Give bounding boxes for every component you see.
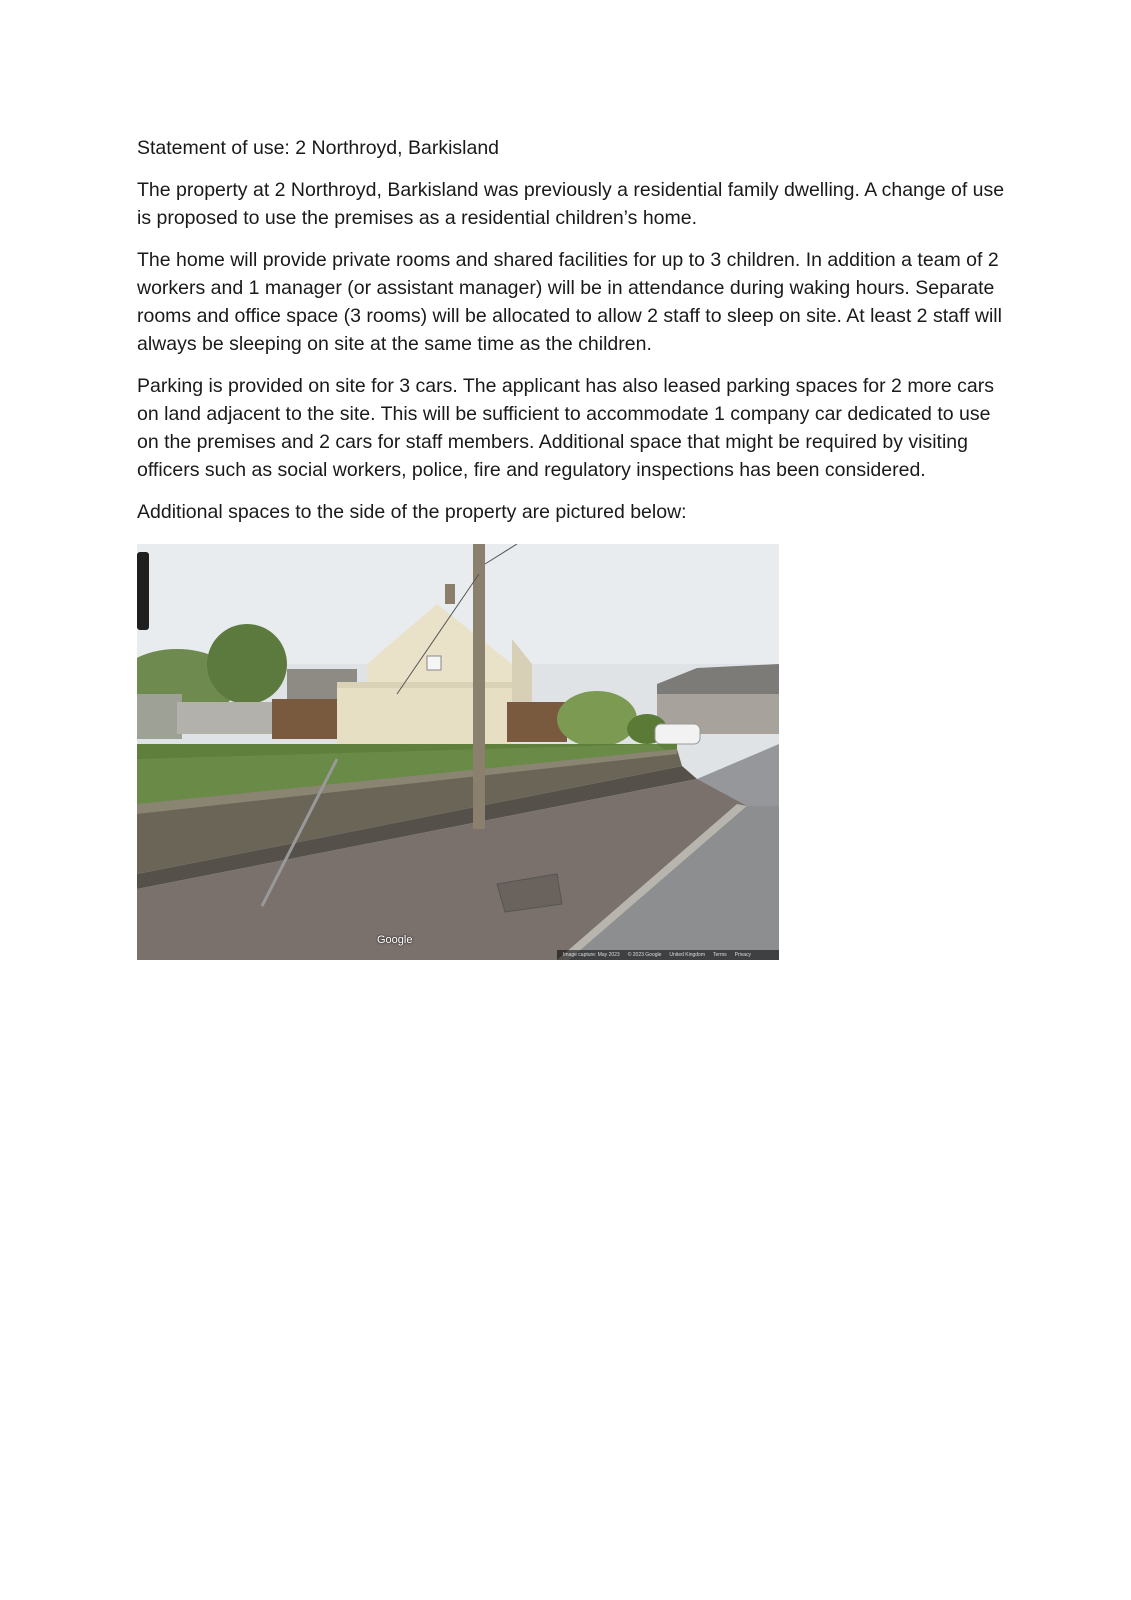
document-title: Statement of use: 2 Northroyd, Barkisland (137, 137, 500, 159)
street-scene-illustration (137, 544, 779, 960)
attribution-terms-link[interactable]: Terms (713, 952, 727, 958)
paragraph-staffing: The home will provide private rooms and shared facilities for up to 3 children. In addition a team of 2 workers and 1 manager (or assistant manager) will be in attendance during waking hours. Separate rooms and office space (3 rooms) will be allocated to allow 2 staff to sleep on site. At least 2 staff will always be sleeping on site at the same time as the children. (137, 249, 1002, 355)
attribution-privacy-link[interactable]: Privacy (734, 952, 752, 958)
attribution-region: United Kingdom (669, 952, 705, 958)
paragraph-change-of-use: The property at 2 Northroyd, Barkisland was previously a residential family dwelling. A change of use is proposed to use the premises as a residential children’s home. (137, 179, 1005, 229)
attribution-capture-date: Image capture: May 2023 (563, 952, 620, 958)
attribution-copyright: © 2023 Google (627, 952, 662, 958)
paragraph-parking: Parking is provided on site for 3 cars. The applicant has also leased parking spaces for 2 more cars on land adjacent to the site. This will be sufficient to accommodate 1 company car dedicated to use on the premises and 2 cars for staff members. Additional space that might be required by visiting officers such as social workers, police, fire and regulatory inspections has been considered. (137, 375, 995, 481)
street-view-photo (137, 544, 779, 960)
google-watermark: Google (377, 934, 413, 946)
paragraph-photo-intro: Additional spaces to the side of the property are pictured below: (137, 501, 687, 523)
document-body (137, 134, 1007, 540)
attribution-bar (557, 950, 779, 960)
